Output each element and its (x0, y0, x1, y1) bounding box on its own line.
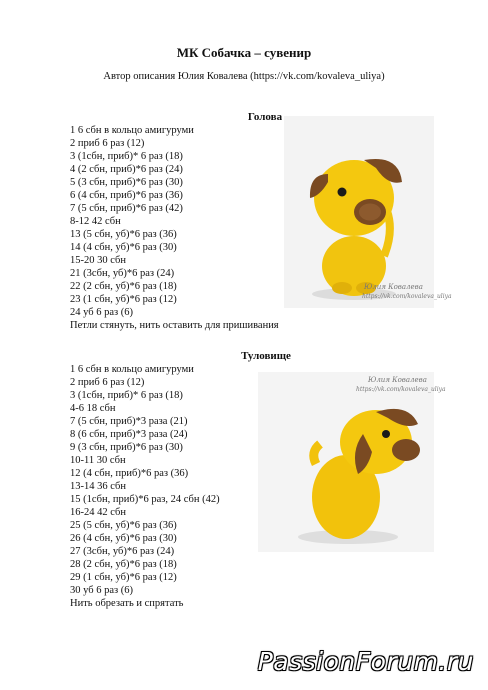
instruction-line: 4-6 18 сбн (70, 403, 116, 414)
instruction-line: 12 (4 сбн, приб)*6 раз (36) (70, 468, 189, 479)
instruction-line: 16-24 42 сбн (70, 507, 126, 518)
instruction-line: 26 (4 сбн, уб)*6 раз (30) (70, 533, 177, 544)
footer-logo: PassionForum.ru (257, 647, 474, 676)
body-photo (258, 372, 446, 552)
author-line: Автор описания Юлия Ковалева (https://vk.com/kovaleva_uliya) (103, 71, 385, 82)
instruction-line: 1 6 сбн в кольцо амигуруми (70, 125, 194, 136)
head-photo (284, 116, 452, 308)
instruction-line: 24 уб 6 раз (6) (70, 307, 134, 318)
instruction-line: 3 (1сбн, приб)* 6 раз (18) (70, 390, 183, 401)
instruction-line: Петли стянуть, нить оставить для пришивания (70, 320, 279, 331)
document-title: МК Собачка – сувенир (176, 45, 312, 60)
instruction-line: 2 приб 6 раз (12) (70, 138, 145, 149)
section-heading-body: Туловище (241, 350, 291, 362)
instruction-line: 9 (3 сбн, приб)*6 раз (30) (70, 442, 183, 453)
instruction-line: 14 (4 сбн, уб)*6 раз (30) (70, 242, 177, 253)
instruction-line: 7 (5 сбн, приб)*3 раза (21) (70, 416, 188, 427)
instruction-line: 22 (2 сбн, уб)*6 раз (18) (70, 281, 177, 292)
instruction-line: 4 (2 сбн, приб)*6 раз (24) (70, 164, 183, 175)
instruction-line: 21 (3сбн, уб)*6 раз (24) (70, 268, 175, 279)
instruction-line: Нить обрезать и спрятать (70, 598, 184, 609)
instruction-line: 23 (1 сбн, уб)*6 раз (12) (70, 294, 177, 305)
instruction-line: 27 (3сбн, уб)*6 раз (24) (70, 546, 175, 557)
instruction-line: 15 (1сбн, приб)*6 раз, 24 сбн (42) (70, 494, 220, 505)
instruction-line: 13-14 36 сбн (70, 481, 126, 492)
instruction-line: 8-12 42 сбн (70, 216, 121, 227)
toy-dog-head-image (284, 116, 434, 308)
instruction-line: 10-11 30 сбн (70, 455, 126, 466)
instruction-line: 2 приб 6 раз (12) (70, 377, 145, 388)
instruction-line: 6 (4 сбн, приб)*6 раз (36) (70, 190, 183, 201)
photo-watermark-url: https://vk.com/kovaleva_uliya (362, 293, 452, 300)
photo-watermark-url: https://vk.com/kovaleva_uliya (356, 386, 446, 393)
head-instructions (70, 124, 279, 332)
instruction-line: 15-20 30 сбн (70, 255, 126, 266)
instruction-line: 3 (1сбн, приб)* 6 раз (18) (70, 151, 183, 162)
instruction-line: 29 (1 сбн, уб)*6 раз (12) (70, 572, 177, 583)
instruction-line: 28 (2 сбн, уб)*6 раз (18) (70, 559, 177, 570)
section-heading-head: Голова (247, 111, 283, 123)
photo-watermark-name: Юлия Ковалева (368, 376, 427, 384)
instruction-line: 30 уб 6 раз (6) (70, 585, 134, 596)
instruction-line: 13 (5 сбн, уб)*6 раз (36) (70, 229, 177, 240)
instruction-line: 7 (5 сбн, приб)*6 раз (42) (70, 203, 183, 214)
photo-watermark-name: Юлия Ковалева (364, 283, 423, 291)
instruction-line: 25 (5 сбн, уб)*6 раз (36) (70, 520, 177, 531)
instruction-line: 1 6 сбн в кольцо амигуруми (70, 364, 194, 375)
instruction-line: 8 (6 сбн, приб)*3 раза (24) (70, 429, 188, 440)
body-instructions (70, 363, 220, 610)
instruction-line: 5 (3 сбн, приб)*6 раз (30) (70, 177, 183, 188)
toy-dog-body-image (258, 372, 434, 552)
